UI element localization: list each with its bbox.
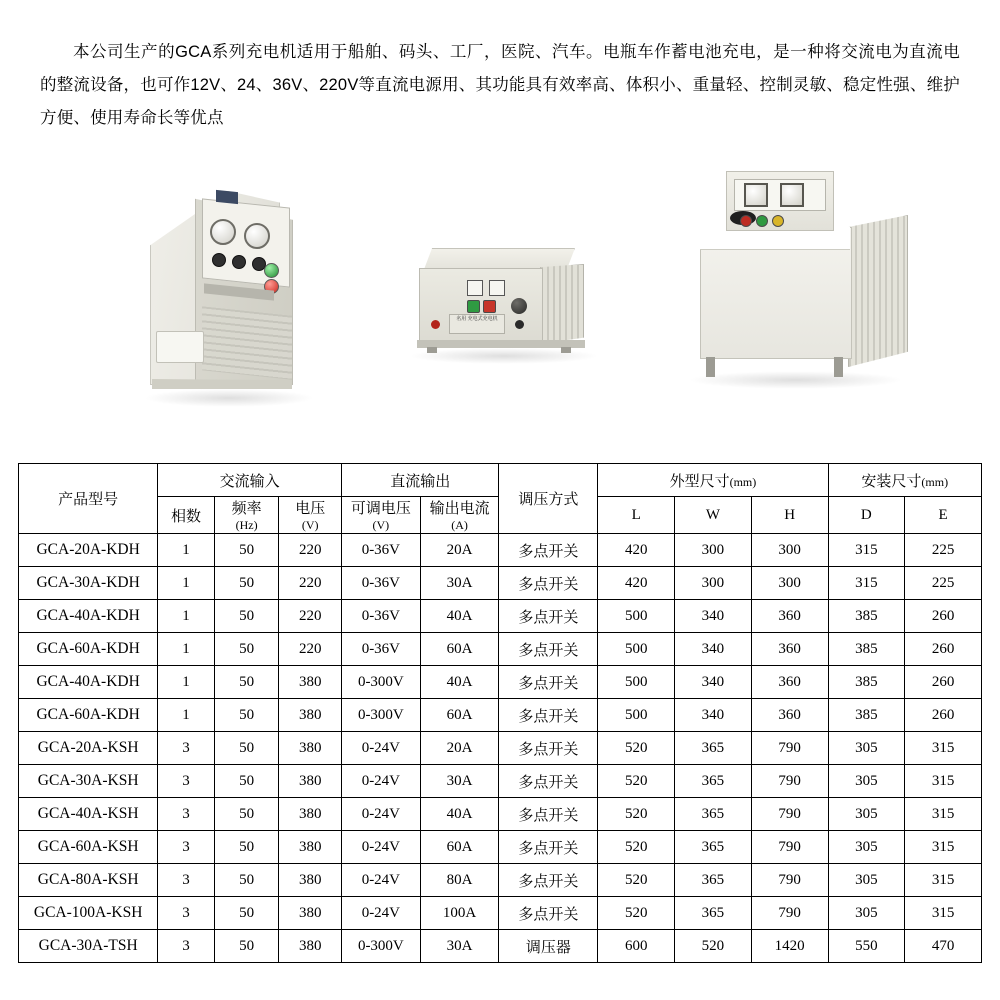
bench-charger-base <box>417 340 585 348</box>
cell-depth: 305 <box>828 732 905 765</box>
cabinet-leg <box>706 357 715 377</box>
indicator-lamp <box>772 215 784 227</box>
cell-height: 300 <box>751 567 828 600</box>
cell-out-current: 30A <box>420 765 499 798</box>
cell-width: 300 <box>675 567 752 600</box>
table-row <box>19 600 982 633</box>
voltage-unit: (V) <box>301 518 319 532</box>
cell-voltage: 380 <box>279 699 342 732</box>
side-drawer <box>156 331 204 363</box>
cell-model: GCA-20A-KSH <box>19 732 158 765</box>
ammeter-gauge <box>467 280 483 296</box>
ammeter-gauge <box>210 219 236 245</box>
cell-phases: 1 <box>158 567 215 600</box>
spec-table-wrapper <box>0 453 1000 963</box>
cell-phases: 1 <box>158 666 215 699</box>
cell-height: 360 <box>751 633 828 666</box>
cell-regulation: 多点开关 <box>499 534 598 567</box>
cell-width: 365 <box>675 831 752 864</box>
cell-voltage: 380 <box>279 798 342 831</box>
cell-frequency: 50 <box>214 930 279 963</box>
cell-e: 225 <box>905 534 982 567</box>
cell-voltage: 380 <box>279 831 342 864</box>
cell-height: 790 <box>751 732 828 765</box>
cell-depth: 385 <box>828 600 905 633</box>
cell-length: 520 <box>598 765 675 798</box>
product-photo-console-charger-cabinet <box>688 171 938 421</box>
cell-regulation: 多点开关 <box>499 567 598 600</box>
cell-width: 340 <box>675 600 752 633</box>
cell-out-current: 100A <box>420 897 499 930</box>
cell-out-current: 60A <box>420 699 499 732</box>
cell-height: 300 <box>751 534 828 567</box>
cell-e: 315 <box>905 864 982 897</box>
cell-adj-voltage: 0-300V <box>342 930 421 963</box>
cell-height: 790 <box>751 798 828 831</box>
negative-terminal <box>515 320 524 329</box>
product-photo-bench-charger <box>415 248 615 378</box>
cell-model: GCA-100A-KSH <box>19 897 158 930</box>
cell-model: GCA-40A-KSH <box>19 798 158 831</box>
cell-depth: 385 <box>828 699 905 732</box>
table-row <box>19 666 982 699</box>
cell-regulation: 多点开关 <box>499 633 598 666</box>
col-header-model: 产品型号 <box>19 464 158 534</box>
col-header-height: H <box>751 497 828 534</box>
cell-adj-voltage: 0-36V <box>342 633 421 666</box>
cell-e: 470 <box>905 930 982 963</box>
cell-frequency: 50 <box>214 798 279 831</box>
cell-voltage: 220 <box>279 600 342 633</box>
cell-adj-voltage: 0-300V <box>342 699 421 732</box>
positive-terminal <box>431 320 440 329</box>
cell-e: 225 <box>905 567 982 600</box>
cell-phases: 3 <box>158 798 215 831</box>
table-row <box>19 534 982 567</box>
cell-frequency: 50 <box>214 897 279 930</box>
cell-length: 500 <box>598 633 675 666</box>
cell-length: 500 <box>598 699 675 732</box>
col-header-regulation <box>499 464 598 534</box>
table-row <box>19 732 982 765</box>
cell-frequency: 50 <box>214 831 279 864</box>
bench-charger-vent-side <box>540 264 584 344</box>
base-foot <box>561 347 571 353</box>
cell-height: 790 <box>751 897 828 930</box>
nameplate-label: 名用 充电式充电机 <box>449 314 505 334</box>
cell-regulation: 多点开关 <box>499 798 598 831</box>
cell-model: GCA-40A-KDH <box>19 666 158 699</box>
cell-width: 520 <box>675 930 752 963</box>
cell-regulation: 多点开关 <box>499 732 598 765</box>
dimensions-unit: (mm) <box>729 474 757 489</box>
cell-out-current: 40A <box>420 798 499 831</box>
cell-out-current: 30A <box>420 930 499 963</box>
cell-depth: 385 <box>828 633 905 666</box>
cell-length: 520 <box>598 798 675 831</box>
cell-depth: 385 <box>828 666 905 699</box>
ammeter-gauge <box>744 183 768 207</box>
cell-depth: 315 <box>828 534 905 567</box>
specifications-table <box>18 463 982 963</box>
cell-height: 790 <box>751 831 828 864</box>
cell-adj-voltage: 0-24V <box>342 798 421 831</box>
cell-height: 790 <box>751 864 828 897</box>
frequency-label: 频率 <box>231 501 262 517</box>
col-header-voltage <box>279 497 342 534</box>
cell-length: 600 <box>598 930 675 963</box>
cell-length: 520 <box>598 897 675 930</box>
product-description: 本公司生产的GCA系列充电机适用于船舶、码头、工厂，医院、汽车。电瓶车作蓄电池充电，是一种将交流电为直流电的整流设备，也可作12V、24、36V、220V等直流电源用、其功能具有效率高、体积小、重量轻、控制灵敏、稳定性强、维护方便、使用寿命长等优点 <box>40 43 960 127</box>
cell-adj-voltage: 0-24V <box>342 831 421 864</box>
col-header-depth: D <box>828 497 905 534</box>
cell-out-current: 30A <box>420 567 499 600</box>
col-header-length: L <box>598 497 675 534</box>
cell-width: 365 <box>675 765 752 798</box>
cell-model: GCA-60A-KDH <box>19 699 158 732</box>
cell-out-current: 40A <box>420 666 499 699</box>
voltmeter-gauge <box>780 183 804 207</box>
out-current-unit: (A) <box>451 518 468 532</box>
power-indicator-lamp <box>264 263 279 278</box>
col-header-mounting <box>828 464 982 497</box>
cell-out-current: 20A <box>420 534 499 567</box>
cell-regulation: 多点开关 <box>499 897 598 930</box>
product-photo-band <box>0 153 1000 453</box>
cell-height: 1420 <box>751 930 828 963</box>
cell-adj-voltage: 0-36V <box>342 534 421 567</box>
cell-length: 520 <box>598 864 675 897</box>
cell-phases: 1 <box>158 600 215 633</box>
cell-adj-voltage: 0-24V <box>342 732 421 765</box>
col-header-frequency <box>214 497 279 534</box>
table-row <box>19 633 982 666</box>
cell-length: 500 <box>598 666 675 699</box>
cell-model: GCA-20A-KDH <box>19 534 158 567</box>
cell-e: 315 <box>905 897 982 930</box>
start-button <box>467 300 480 313</box>
cell-adj-voltage: 0-24V <box>342 897 421 930</box>
table-row <box>19 930 982 963</box>
cell-regulation: 多点开关 <box>499 831 598 864</box>
table-row <box>19 567 982 600</box>
cell-phases: 1 <box>158 633 215 666</box>
cell-frequency: 50 <box>214 765 279 798</box>
col-header-dc-output: 直流输出 <box>342 464 499 497</box>
cell-width: 365 <box>675 897 752 930</box>
regulation-line-1: 调压方式 <box>518 492 579 508</box>
mounting-unit: (mm) <box>921 474 949 489</box>
cabinet-legs <box>702 357 850 377</box>
table-body <box>19 534 982 963</box>
cell-e: 260 <box>905 600 982 633</box>
cell-width: 300 <box>675 534 752 567</box>
table-header-row-1 <box>19 464 982 497</box>
voltmeter-gauge <box>489 280 505 296</box>
cell-phases: 3 <box>158 930 215 963</box>
cell-phases: 1 <box>158 699 215 732</box>
cell-phases: 1 <box>158 534 215 567</box>
col-header-dimensions <box>598 464 828 497</box>
mounting-label: 安装尺寸 <box>861 473 922 490</box>
out-current-label: 输出电流 <box>429 501 490 517</box>
cell-frequency: 50 <box>214 600 279 633</box>
cell-depth: 305 <box>828 897 905 930</box>
cell-voltage: 220 <box>279 567 342 600</box>
cell-frequency: 50 <box>214 567 279 600</box>
cell-frequency: 50 <box>214 666 279 699</box>
cell-length: 520 <box>598 831 675 864</box>
cell-depth: 305 <box>828 831 905 864</box>
cell-model: GCA-30A-TSH <box>19 930 158 963</box>
voltage-label: 电压 <box>295 501 326 517</box>
product-photo-charger-cabinet-slanted <box>140 161 380 411</box>
col-header-adj-voltage <box>342 497 421 534</box>
cell-out-current: 40A <box>420 600 499 633</box>
cell-phases: 3 <box>158 732 215 765</box>
cell-phases: 3 <box>158 897 215 930</box>
cell-width: 365 <box>675 732 752 765</box>
selector-knob <box>232 255 246 269</box>
cell-model: GCA-30A-KSH <box>19 765 158 798</box>
cell-height: 360 <box>751 600 828 633</box>
cell-frequency: 50 <box>214 633 279 666</box>
table-row <box>19 897 982 930</box>
cell-phases: 3 <box>158 831 215 864</box>
cell-phases: 3 <box>158 864 215 897</box>
cell-width: 365 <box>675 864 752 897</box>
cabinet-vent-side <box>848 215 908 367</box>
cell-voltage: 380 <box>279 897 342 930</box>
cell-voltage: 380 <box>279 666 342 699</box>
cell-height: 790 <box>751 765 828 798</box>
selector-knob <box>212 253 226 267</box>
cell-depth: 305 <box>828 798 905 831</box>
voltmeter-gauge <box>244 223 270 249</box>
cell-out-current: 60A <box>420 633 499 666</box>
stop-button <box>483 300 496 313</box>
cell-adj-voltage: 0-24V <box>342 864 421 897</box>
cell-height: 360 <box>751 666 828 699</box>
cell-adj-voltage: 0-24V <box>342 765 421 798</box>
cell-model: GCA-80A-KSH <box>19 864 158 897</box>
cell-voltage: 220 <box>279 633 342 666</box>
table-row <box>19 765 982 798</box>
cell-out-current: 60A <box>420 831 499 864</box>
cell-frequency: 50 <box>214 864 279 897</box>
col-header-e: E <box>905 497 982 534</box>
brand-label <box>216 190 238 204</box>
cell-regulation: 多点开关 <box>499 699 598 732</box>
cell-voltage: 380 <box>279 930 342 963</box>
cell-voltage: 220 <box>279 534 342 567</box>
col-header-phases: 相数 <box>158 497 215 534</box>
cell-regulation: 多点开关 <box>499 765 598 798</box>
cell-depth: 305 <box>828 765 905 798</box>
cell-adj-voltage: 0-300V <box>342 666 421 699</box>
cell-regulation: 多点开关 <box>499 864 598 897</box>
table-row <box>19 831 982 864</box>
adjust-knob <box>511 298 527 314</box>
cell-depth: 305 <box>828 864 905 897</box>
cell-adj-voltage: 0-36V <box>342 600 421 633</box>
table-row <box>19 699 982 732</box>
cell-model: GCA-60A-KSH <box>19 831 158 864</box>
cell-depth: 550 <box>828 930 905 963</box>
cabinet-base <box>152 379 292 389</box>
cell-voltage: 380 <box>279 765 342 798</box>
cell-model: GCA-40A-KDH <box>19 600 158 633</box>
cell-frequency: 50 <box>214 534 279 567</box>
cell-width: 340 <box>675 666 752 699</box>
cell-regulation: 调压器 <box>499 930 598 963</box>
frequency-unit: (Hz) <box>235 518 258 532</box>
cell-voltage: 380 <box>279 864 342 897</box>
cell-width: 365 <box>675 798 752 831</box>
start-button <box>756 215 768 227</box>
table-row <box>19 864 982 897</box>
cell-voltage: 380 <box>279 732 342 765</box>
cell-frequency: 50 <box>214 699 279 732</box>
cell-length: 420 <box>598 567 675 600</box>
cell-frequency: 50 <box>214 732 279 765</box>
dimensions-label: 外型尺寸 <box>669 473 730 490</box>
cell-phases: 3 <box>158 765 215 798</box>
cell-height: 360 <box>751 699 828 732</box>
cell-e: 260 <box>905 699 982 732</box>
cell-model: GCA-30A-KDH <box>19 567 158 600</box>
col-header-width: W <box>675 497 752 534</box>
cell-e: 260 <box>905 633 982 666</box>
cell-length: 500 <box>598 600 675 633</box>
table-row <box>19 798 982 831</box>
photo-shadow <box>144 389 314 407</box>
cell-regulation: 多点开关 <box>499 666 598 699</box>
cell-regulation: 多点开关 <box>499 600 598 633</box>
cell-adj-voltage: 0-36V <box>342 567 421 600</box>
cell-depth: 315 <box>828 567 905 600</box>
vent-grille <box>202 306 292 379</box>
stop-button <box>740 215 752 227</box>
adj-voltage-label: 可调电压 <box>350 501 411 517</box>
cell-out-current: 20A <box>420 732 499 765</box>
cell-e: 315 <box>905 798 982 831</box>
cabinet-leg <box>834 357 843 377</box>
cell-e: 315 <box>905 831 982 864</box>
cell-e: 315 <box>905 765 982 798</box>
cell-e: 315 <box>905 732 982 765</box>
col-header-ac-input: 交流输入 <box>158 464 342 497</box>
adj-voltage-unit: (V) <box>372 518 390 532</box>
col-header-out-current <box>420 497 499 534</box>
cell-width: 340 <box>675 699 752 732</box>
cell-e: 260 <box>905 666 982 699</box>
cell-model: GCA-60A-KDH <box>19 633 158 666</box>
cell-out-current: 80A <box>420 864 499 897</box>
base-foot <box>427 347 437 353</box>
cell-length: 420 <box>598 534 675 567</box>
cell-length: 520 <box>598 732 675 765</box>
cell-width: 340 <box>675 633 752 666</box>
